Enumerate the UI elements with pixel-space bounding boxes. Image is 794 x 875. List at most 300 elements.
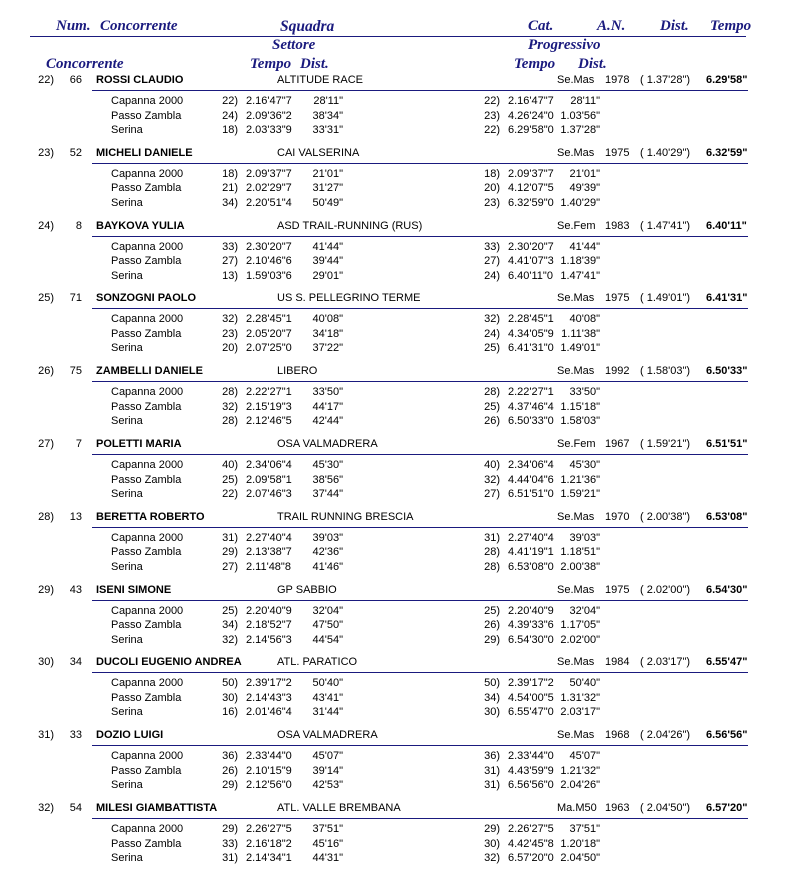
split-sector-time: 2.03'33"9 [246, 124, 292, 136]
split-sector-gap: 50'49" [312, 196, 343, 209]
split-progressive-position: 32) [484, 852, 500, 864]
split-progressive-position: 28) [484, 546, 500, 559]
split-progressive-time: 6.32'59"0 [508, 196, 554, 209]
runner-category: Ma.M50 [557, 802, 597, 814]
split-row [0, 474, 794, 488]
split-sector-time: 2.11'48"8 [246, 560, 291, 573]
split-sector-name: Capanna 2000 [111, 167, 184, 180]
split-sector-position: 20) [222, 342, 238, 355]
split-sector-time: 2.14'56"3 [246, 633, 292, 646]
split-sector-position: 29) [222, 546, 238, 559]
split-progressive-position: 25) [484, 342, 500, 355]
split-row [0, 779, 794, 793]
split-row [0, 532, 794, 546]
runner-birth-year: 1975 [605, 146, 630, 159]
split-sector-name: Passo Zambla [111, 327, 182, 340]
split-sector-time: 2.07'25"0 [246, 342, 292, 355]
header-dist: Dist. [660, 18, 689, 34]
runner-team: OSA VALMADRERA [277, 438, 378, 450]
header-tempo: Tempo [710, 18, 752, 34]
split-sector-name: Serina [111, 415, 143, 428]
split-sector-position: 18) [222, 167, 238, 180]
split-sector-time: 2.34'06"4 [246, 459, 292, 471]
split-progressive-position: 28) [484, 560, 500, 573]
runner-bib-number: 54 [69, 802, 82, 814]
split-sector-gap: 39'03" [312, 531, 343, 544]
runner-divider [92, 600, 748, 601]
split-sector-time: 2.09'37"7 [246, 167, 292, 180]
runner-name: BERETTA ROBERTO [96, 510, 205, 523]
runner-category: Se.Mas [557, 656, 595, 669]
runner-total-time: 6.54'30" [706, 583, 748, 596]
runner-category: Se.Mas [557, 729, 595, 742]
header-rule [30, 36, 746, 37]
split-progressive-time: 6.56'56"0 [508, 779, 554, 792]
runner-name: ROSSI CLAUDIO [96, 74, 184, 86]
split-sector-name: Passo Zambla [111, 109, 182, 122]
runner-bib-number: 71 [69, 292, 82, 305]
runner-birth-year: 1992 [605, 365, 630, 378]
header-an: A.N. [597, 18, 626, 34]
split-progressive-gap: 1.37'28" [560, 124, 600, 136]
runner-position: 26) [38, 365, 54, 378]
split-sector-time: 2.22'27"1 [246, 386, 292, 399]
runner-category: Se.Fem [557, 438, 596, 450]
split-row [0, 692, 794, 706]
header-squadra: Squadra [280, 18, 335, 35]
split-progressive-position: 36) [484, 750, 500, 763]
split-progressive-time: 4.12'07"5 [508, 182, 554, 195]
split-progressive-position: 29) [484, 633, 500, 646]
split-sector-position: 22) [222, 488, 238, 500]
runner-category: Se.Mas [557, 510, 595, 523]
split-progressive-gap: 50'40" [569, 677, 600, 690]
split-sector-position: 29) [222, 823, 238, 835]
split-progressive-gap: 33'50" [569, 386, 600, 399]
runner-row [0, 584, 794, 657]
split-row [0, 124, 794, 138]
split-progressive-time: 2.39'17"2 [508, 677, 554, 690]
runner-position: 27) [38, 438, 54, 450]
split-progressive-gap: 1.21'32" [560, 764, 600, 777]
split-sector-position: 32) [222, 400, 238, 413]
split-sector-name: Passo Zambla [111, 400, 182, 413]
split-sector-position: 28) [222, 415, 238, 428]
split-sector-time: 2.26'27"5 [246, 823, 292, 835]
split-sector-position: 40) [222, 459, 238, 471]
split-sector-gap: 45'30" [312, 459, 343, 471]
split-sector-name: Passo Zambla [111, 837, 182, 850]
runner-bib-number: 34 [69, 656, 82, 669]
split-progressive-position: 30) [484, 706, 500, 719]
split-row [0, 750, 794, 764]
split-progressive-gap: 2.04'26" [560, 779, 600, 792]
runner-bib-number: 7 [75, 438, 82, 450]
split-progressive-position: 26) [484, 619, 500, 632]
runner-birth-year: 1970 [605, 510, 630, 523]
split-progressive-position: 20) [484, 182, 500, 195]
split-sector-name: Capanna 2000 [111, 95, 184, 107]
runner-birth-year: 1978 [605, 74, 630, 86]
runner-row [0, 438, 794, 511]
split-sector-position: 50) [222, 677, 238, 690]
split-sector-name: Serina [111, 560, 143, 573]
split-row [0, 823, 794, 837]
split-progressive-position: 31) [484, 779, 500, 792]
runner-position: 31) [38, 729, 54, 742]
runner-gap: ( 2.04'50") [640, 802, 691, 814]
runner-row [0, 147, 794, 220]
split-progressive-gap: 1.18'39" [560, 255, 600, 268]
split-progressive-position: 25) [484, 400, 500, 413]
split-progressive-gap: 41'44" [569, 240, 600, 253]
split-sector-gap: 50'40" [312, 677, 343, 690]
split-progressive-gap: 1.11'38" [561, 327, 600, 340]
split-row [0, 677, 794, 691]
runner-team: ALTITUDE RACE [277, 74, 363, 86]
split-progressive-time: 4.39'33"6 [508, 619, 554, 632]
split-sector-gap: 33'31" [312, 124, 343, 136]
runner-position: 25) [38, 292, 54, 305]
split-sector-gap: 37'44" [312, 488, 343, 500]
split-progressive-gap: 1.20'18" [560, 837, 600, 850]
split-sector-time: 2.13'38"7 [246, 546, 292, 559]
split-progressive-time: 4.43'59"9 [508, 764, 554, 777]
split-row [0, 328, 794, 342]
runner-total-time: 6.29'58" [706, 74, 748, 86]
runner-bib-number: 66 [69, 74, 82, 86]
runner-birth-year: 1984 [605, 656, 630, 669]
split-sector-time: 2.01'46"4 [246, 706, 292, 719]
split-progressive-position: 27) [484, 255, 500, 268]
split-progressive-position: 33) [484, 240, 500, 253]
split-progressive-time: 6.29'58"0 [508, 124, 554, 136]
runner-position: 28) [38, 510, 54, 523]
runner-bib-number: 75 [69, 365, 82, 378]
split-progressive-time: 4.26'24"0 [508, 109, 554, 122]
split-sector-gap: 34'18" [312, 327, 343, 340]
split-progressive-position: 50) [484, 677, 500, 690]
runner-row [0, 656, 794, 729]
split-sector-name: Serina [111, 779, 143, 792]
split-sector-time: 2.15'19"3 [246, 400, 292, 413]
split-row [0, 313, 794, 327]
split-progressive-time: 2.30'20"7 [508, 240, 554, 253]
split-sector-name: Capanna 2000 [111, 313, 184, 326]
runner-total-time: 6.56'56" [706, 729, 748, 742]
split-row [0, 852, 794, 866]
header-concorrente-sub: Concorrente [46, 56, 124, 72]
runner-gap: ( 1.47'41") [640, 219, 691, 232]
split-sector-time: 2.27'40"4 [246, 531, 292, 544]
runner-divider [92, 745, 748, 746]
runner-divider [92, 236, 748, 237]
runner-row [0, 220, 794, 293]
split-sector-time: 2.10'46"6 [246, 255, 292, 268]
split-sector-position: 27) [222, 255, 238, 268]
split-sector-gap: 42'53" [312, 779, 343, 792]
runner-row [0, 729, 794, 802]
split-progressive-position: 23) [484, 109, 500, 122]
split-progressive-time: 2.28'45"1 [508, 313, 554, 326]
split-row [0, 197, 794, 211]
runner-name: ZAMBELLI DANIELE [96, 365, 203, 378]
split-sector-name: Passo Zambla [111, 473, 182, 486]
split-progressive-time: 2.27'40"4 [508, 531, 554, 544]
split-sector-position: 18) [222, 124, 238, 136]
runner-bib-number: 13 [69, 510, 82, 523]
split-row [0, 561, 794, 575]
header-dist-settore: Dist. [300, 56, 329, 72]
split-progressive-time: 2.16'47"7 [508, 95, 554, 107]
split-sector-position: 28) [222, 386, 238, 399]
split-sector-gap: 43'41" [312, 691, 343, 704]
split-row [0, 386, 794, 400]
header-dist-progressivo: Dist. [578, 56, 607, 72]
split-sector-gap: 31'44" [312, 706, 343, 719]
split-sector-gap: 37'51" [312, 823, 343, 835]
runner-category: Se.Mas [557, 292, 595, 305]
split-sector-name: Capanna 2000 [111, 531, 184, 544]
split-sector-time: 2.16'18"2 [246, 837, 292, 850]
runner-gap: ( 1.59'21") [640, 438, 691, 450]
runner-row [0, 292, 794, 365]
split-progressive-gap: 2.03'17" [560, 706, 600, 719]
runner-birth-year: 1968 [605, 729, 630, 742]
split-sector-gap: 38'34" [312, 109, 343, 122]
split-progressive-position: 22) [484, 124, 500, 136]
split-sector-gap: 28'11" [313, 95, 343, 107]
split-sector-name: Capanna 2000 [111, 750, 184, 763]
split-sector-name: Serina [111, 342, 143, 355]
split-sector-position: 16) [222, 706, 238, 719]
split-progressive-gap: 1.15'18" [560, 400, 600, 413]
split-progressive-gap: 1.40'29" [560, 196, 600, 209]
split-row [0, 706, 794, 720]
header-tempo-progressivo: Tempo [514, 56, 556, 72]
runner-gap: ( 1.49'01") [640, 292, 691, 305]
split-sector-gap: 47'50" [312, 619, 343, 632]
split-row [0, 182, 794, 196]
runner-birth-year: 1983 [605, 219, 630, 232]
split-row [0, 270, 794, 284]
split-sector-position: 24) [222, 109, 238, 122]
split-progressive-time: 6.50'33"0 [508, 415, 554, 428]
header-cat: Cat. [528, 18, 554, 34]
split-progressive-gap: 28'11" [570, 95, 600, 107]
runner-position: 30) [38, 656, 54, 669]
split-progressive-gap: 49'39" [569, 182, 600, 195]
split-progressive-gap: 1.21'36" [560, 473, 600, 486]
split-sector-time: 2.20'40"9 [246, 604, 292, 617]
split-progressive-position: 18) [484, 167, 500, 180]
split-row [0, 415, 794, 429]
split-sector-position: 32) [222, 633, 238, 646]
runner-bib-number: 43 [69, 583, 82, 596]
split-progressive-gap: 1.03'56" [560, 109, 600, 122]
split-progressive-gap: 2.00'38" [560, 560, 600, 573]
split-row [0, 634, 794, 648]
split-progressive-time: 4.34'05"9 [508, 327, 554, 340]
runner-name: DUCOLI EUGENIO ANDREA [96, 656, 242, 669]
runner-bib-number: 52 [69, 146, 82, 159]
runner-gap: ( 2.00'38") [640, 510, 691, 523]
split-sector-gap: 45'07" [312, 750, 343, 763]
split-sector-time: 2.12'56"0 [246, 779, 292, 792]
split-sector-name: Capanna 2000 [111, 386, 184, 399]
runner-team: OSA VALMADRERA [277, 729, 378, 742]
split-row [0, 838, 794, 852]
split-sector-position: 26) [222, 764, 238, 777]
split-progressive-time: 4.54'00"5 [508, 691, 554, 704]
runner-category: Se.Mas [557, 365, 595, 378]
split-sector-position: 25) [222, 473, 238, 486]
runner-name: BAYKOVA YULIA [96, 219, 185, 232]
runner-category: Se.Mas [557, 583, 595, 596]
runner-divider [92, 90, 748, 91]
split-sector-name: Capanna 2000 [111, 677, 184, 690]
runner-divider [92, 818, 748, 819]
split-progressive-position: 34) [484, 691, 500, 704]
split-progressive-time: 4.41'19"1 [508, 546, 554, 559]
split-sector-name: Capanna 2000 [111, 604, 184, 617]
split-sector-gap: 39'44" [312, 255, 343, 268]
split-progressive-time: 4.41'07"3 [508, 255, 554, 268]
split-progressive-time: 2.33'44"0 [508, 750, 554, 763]
runner-name: MILESI GIAMBATTISTA [96, 802, 218, 814]
split-sector-time: 2.05'20"7 [246, 327, 292, 340]
split-row [0, 342, 794, 356]
runner-team: LIBERO [277, 365, 318, 378]
runner-divider [92, 308, 748, 309]
split-sector-name: Passo Zambla [111, 619, 182, 632]
split-progressive-time: 2.22'27"1 [508, 386, 554, 399]
split-progressive-position: 30) [484, 837, 500, 850]
runner-total-time: 6.51'51" [706, 438, 748, 450]
split-progressive-gap: 37'51" [569, 823, 600, 835]
split-progressive-gap: 1.47'41" [560, 269, 600, 282]
runner-team: US S. PELLEGRINO TERME [277, 292, 421, 305]
split-sector-time: 2.33'44"0 [246, 750, 292, 763]
split-sector-position: 31) [222, 852, 238, 864]
split-progressive-position: 23) [484, 196, 500, 209]
split-progressive-time: 4.42'45"8 [508, 837, 554, 850]
split-sector-position: 34) [222, 196, 238, 209]
split-progressive-gap: 2.02'00" [560, 633, 600, 646]
split-progressive-position: 26) [484, 415, 500, 428]
split-sector-name: Capanna 2000 [111, 459, 184, 471]
split-progressive-time: 4.37'46"4 [508, 400, 554, 413]
split-sector-gap: 44'17" [312, 400, 343, 413]
split-progressive-time: 6.55'47"0 [508, 706, 554, 719]
runner-divider [92, 672, 748, 673]
split-sector-name: Passo Zambla [111, 255, 182, 268]
split-row [0, 168, 794, 182]
split-row [0, 95, 794, 109]
runner-name: ISENI SIMONE [96, 583, 172, 596]
split-sector-gap: 40'08" [312, 313, 343, 326]
runner-position: 24) [38, 219, 54, 232]
runner-position: 29) [38, 583, 54, 596]
split-sector-gap: 42'44" [312, 415, 343, 428]
split-progressive-time: 6.51'51"0 [508, 488, 554, 500]
runner-divider [92, 381, 748, 382]
split-progressive-time: 2.26'27"5 [508, 823, 554, 835]
split-sector-position: 23) [222, 327, 238, 340]
split-sector-time: 1.59'03"6 [246, 269, 292, 282]
split-progressive-time: 2.34'06"4 [508, 459, 554, 471]
split-progressive-position: 32) [484, 313, 500, 326]
runner-total-time: 6.41'31" [706, 292, 748, 305]
split-sector-time: 2.28'45"1 [246, 313, 292, 326]
split-sector-position: 22) [222, 95, 238, 107]
split-progressive-gap: 21'01" [569, 167, 600, 180]
split-sector-position: 13) [222, 269, 238, 282]
split-row [0, 255, 794, 269]
runner-birth-year: 1975 [605, 583, 630, 596]
split-progressive-position: 32) [484, 473, 500, 486]
runner-total-time: 6.57'20" [706, 802, 748, 814]
runner-team: ATL. PARATICO [277, 656, 358, 669]
split-sector-name: Serina [111, 196, 143, 209]
runner-gap: ( 1.40'29") [640, 146, 691, 159]
split-sector-time: 2.18'52"7 [246, 619, 292, 632]
runner-birth-year: 1967 [605, 438, 630, 450]
split-progressive-time: 6.41'31"0 [508, 342, 554, 355]
split-sector-gap: 32'04" [312, 604, 343, 617]
split-sector-time: 2.30'20"7 [246, 240, 292, 253]
split-progressive-position: 25) [484, 604, 500, 617]
runner-team: CAI VALSERINA [277, 146, 360, 159]
runner-position: 22) [38, 74, 54, 86]
split-sector-name: Passo Zambla [111, 764, 182, 777]
split-sector-gap: 41'46" [312, 560, 343, 573]
runner-gap: ( 2.02'00") [640, 583, 691, 596]
split-progressive-gap: 1.18'51" [560, 546, 600, 559]
runner-team: TRAIL RUNNING BRESCIA [277, 510, 414, 523]
split-sector-time: 2.20'51"4 [246, 196, 292, 209]
header-num: Num. [56, 18, 91, 34]
split-sector-position: 29) [222, 779, 238, 792]
runner-position: 23) [38, 146, 54, 159]
split-sector-gap: 44'54" [312, 633, 343, 646]
runner-position: 32) [38, 802, 54, 814]
split-sector-gap: 44'31" [312, 852, 343, 864]
header-progressivo: Progressivo [528, 37, 601, 53]
split-sector-name: Capanna 2000 [111, 240, 184, 253]
split-progressive-position: 31) [484, 764, 500, 777]
split-sector-gap: 33'50" [312, 386, 343, 399]
split-sector-time: 2.12'46"5 [246, 415, 292, 428]
split-row [0, 765, 794, 779]
split-sector-position: 27) [222, 560, 238, 573]
runner-gap: ( 1.37'28") [640, 74, 691, 86]
split-row [0, 605, 794, 619]
header-tempo-settore: Tempo [250, 56, 292, 72]
split-sector-gap: 38'56" [312, 473, 343, 486]
split-sector-gap: 31'27" [312, 182, 343, 195]
split-sector-gap: 42'36" [312, 546, 343, 559]
split-sector-position: 34) [222, 619, 238, 632]
split-sector-name: Serina [111, 706, 143, 719]
split-sector-time: 2.16'47"7 [246, 95, 292, 107]
runner-gap: ( 2.04'26") [640, 729, 691, 742]
split-progressive-position: 22) [484, 95, 500, 107]
runner-team: ATL. VALLE BREMBANA [277, 802, 401, 814]
split-progressive-gap: 1.59'21" [560, 488, 600, 500]
split-progressive-position: 28) [484, 386, 500, 399]
split-row [0, 459, 794, 473]
